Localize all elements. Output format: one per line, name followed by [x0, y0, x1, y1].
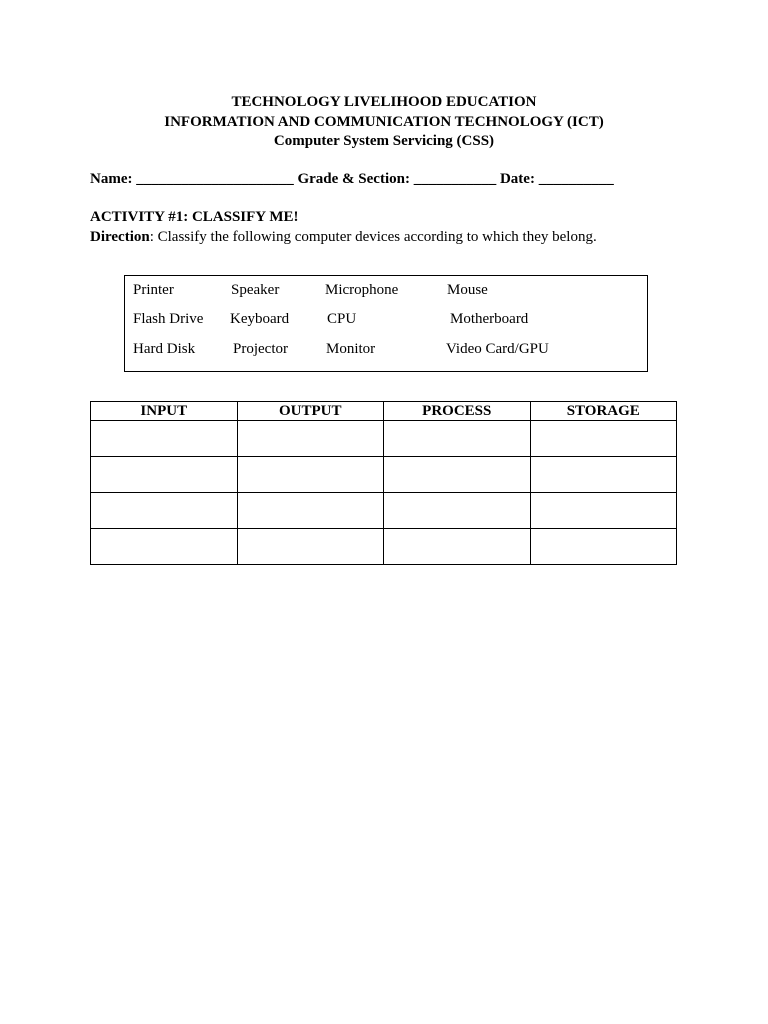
answer-cell[interactable] — [237, 457, 384, 493]
answer-cell[interactable] — [384, 493, 531, 529]
table-row — [91, 457, 677, 493]
answer-cell[interactable] — [384, 529, 531, 565]
activity-title: ACTIVITY #1: CLASSIFY ME! — [90, 209, 299, 225]
word-item: Hard Disk — [133, 341, 196, 357]
header-title-line-2: INFORMATION AND COMMUNICATION TECHNOLOGY (ICT) — [164, 113, 604, 130]
word-item: Speaker — [231, 282, 280, 298]
answer-cell[interactable] — [237, 529, 384, 565]
answer-cell[interactable] — [91, 421, 238, 457]
answer-cell[interactable] — [384, 457, 531, 493]
answer-cell[interactable] — [91, 529, 238, 565]
table-row — [91, 529, 677, 565]
answer-cell[interactable] — [91, 493, 238, 529]
answer-cell[interactable] — [91, 457, 238, 493]
word-item: Flash Drive — [133, 311, 204, 327]
answer-cell[interactable] — [530, 421, 677, 457]
table-row — [91, 493, 677, 529]
document-header — [0, 93, 768, 152]
answer-cell[interactable] — [237, 493, 384, 529]
word-item: Keyboard — [230, 311, 290, 327]
word-item: Microphone — [325, 282, 399, 298]
column-header-output: OUTPUT — [237, 402, 384, 421]
direction-label: Direction — [90, 229, 150, 245]
answer-cell[interactable] — [237, 421, 384, 457]
answer-cell[interactable] — [530, 529, 677, 565]
table-header-row — [91, 402, 677, 421]
answer-cell[interactable] — [530, 493, 677, 529]
student-info-line: Name: _____________________ Grade & Section: ___________ Date: __________ — [90, 171, 614, 187]
column-header-storage: STORAGE — [530, 402, 677, 421]
word-item: Video Card/GPU — [446, 341, 549, 357]
table-row — [91, 421, 677, 457]
header-title-line-3: Computer System Servicing (CSS) — [273, 133, 495, 149]
answer-cell[interactable] — [384, 421, 531, 457]
word-item: Monitor — [326, 341, 376, 357]
column-header-process: PROCESS — [384, 402, 531, 421]
word-item: CPU — [327, 311, 357, 327]
word-item: Printer — [133, 282, 174, 298]
device-word-box — [124, 275, 648, 372]
word-item: Mouse — [447, 282, 488, 298]
column-header-input: INPUT — [91, 402, 238, 421]
classification-table — [90, 401, 677, 565]
answer-cell[interactable] — [530, 457, 677, 493]
word-item: Motherboard — [450, 311, 529, 327]
direction-text — [90, 228, 597, 247]
header-title-line-1: TECHNOLOGY LIVELIHOOD EDUCATION — [231, 94, 537, 110]
direction-body: : Classify the following computer devices according to which they belong. — [149, 229, 597, 245]
word-item: Projector — [233, 341, 288, 357]
